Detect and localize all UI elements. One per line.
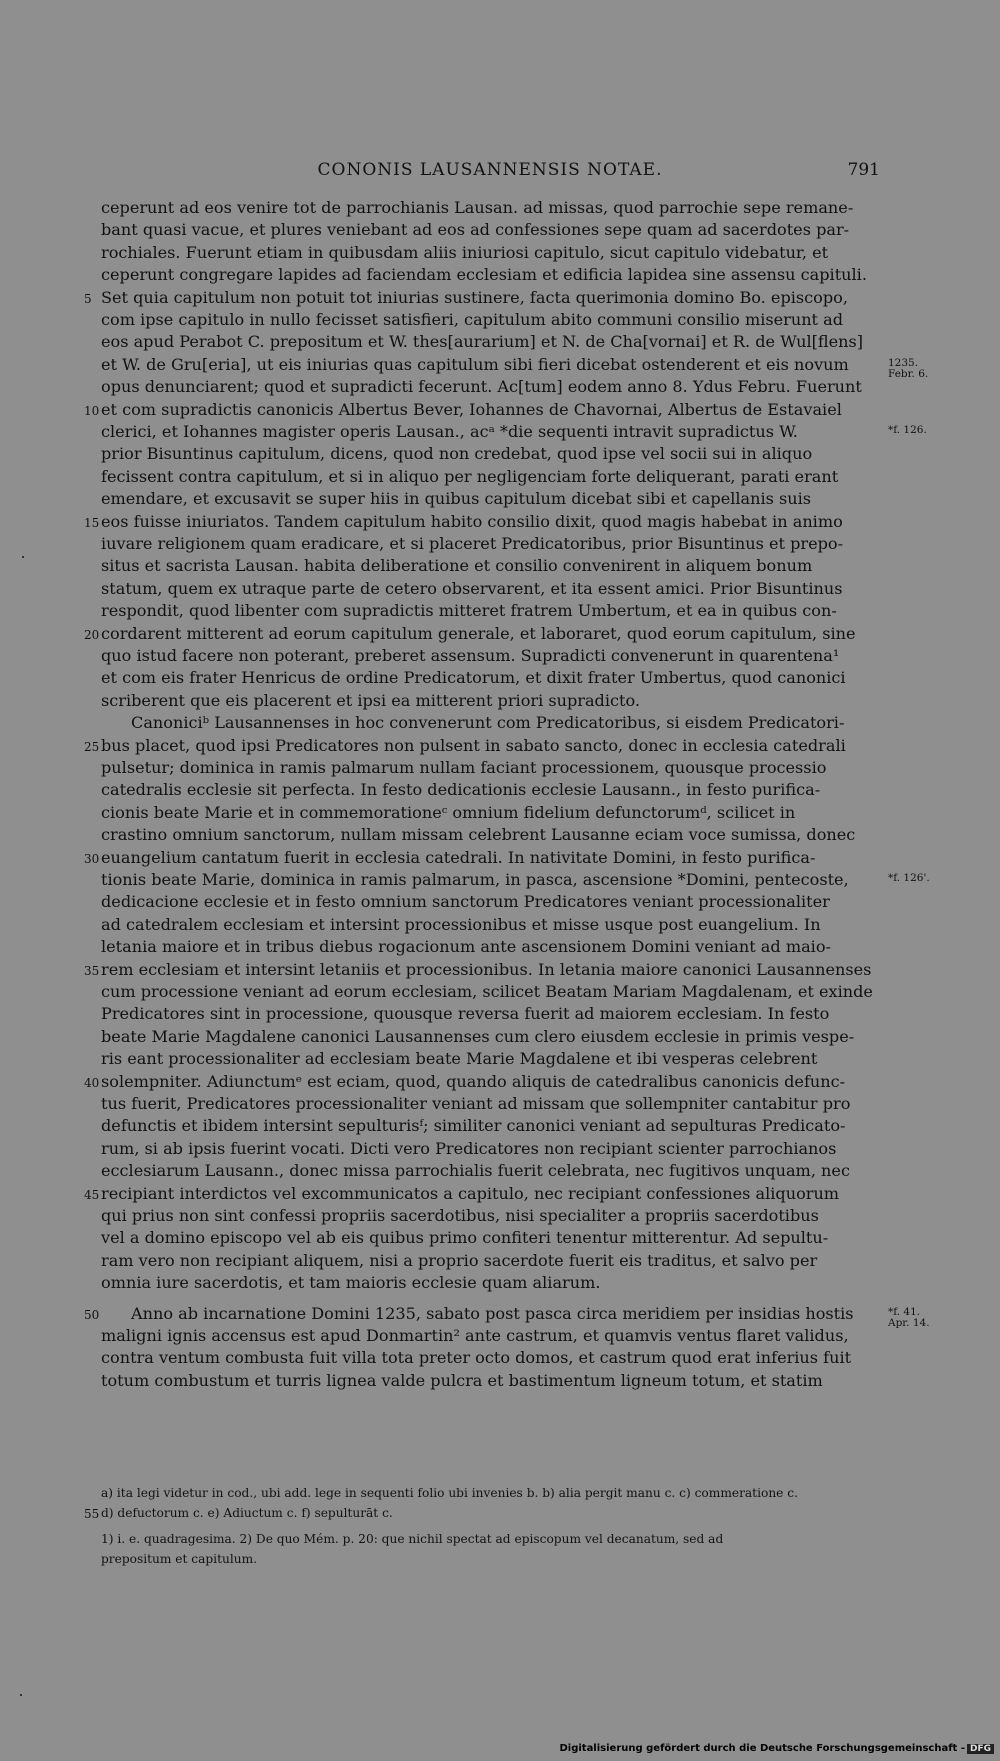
text-line: prior Bisuntinus capitulum, dicens, quod non credebat, quod ipse vel socii sui in aliquo: [101, 444, 813, 464]
text-line: ris eant processionaliter ad ecclesiam beate Marie Magdalene et ibi vesperas celebrent: [101, 1049, 818, 1069]
line-number: 40: [84, 1075, 100, 1090]
text-line: tionis beate Marie, dominica in ramis palmarum, in pasca, ascensione *Domini, pentecoste,: [101, 870, 849, 889]
margin-note: Apr. 14.: [888, 1316, 930, 1329]
text-line: maligni ignis accensus est apud Donmartin² ante castrum, et quamvis ventus flaret validus,: [101, 1326, 849, 1345]
line-number: 5: [84, 291, 92, 306]
text-line: cordarent mitterent ad eorum capitulum generale, et laboraret, quod eorum capitulum, sine: [101, 623, 856, 643]
text-line: respondit, quod libenter com supradictis mitteret fratrem Umbertum, et ea in quibus con-: [101, 601, 837, 621]
text-line: ceperunt ad eos venire tot de parrochianis Lausan. ad missas, quod parrochie sepe remane-: [101, 198, 854, 217]
text-line: catedralis ecclesie sit perfecta. In festo dedicationis ecclesie Lausann., in festo purifica-: [101, 780, 821, 800]
text-line: qui prius non sint confessi propriis sacerdotibus, nisi specialiter a propriis sacerdotibus: [101, 1206, 819, 1225]
margin-note: *f. 126.: [888, 424, 927, 436]
footnote-line-b: d) defuctorum c. e) Adiuctum c. f) sepulturāt c.: [101, 1506, 393, 1520]
text-line: ad catedralem ecclesiam et intersint processionibus et misse usque post euangelium. In: [101, 914, 821, 934]
margin-note: Febr. 6.: [888, 367, 929, 380]
text-line: et com eis frater Henricus de ordine Predicatorum, et dixit frater Umbertus, quod canonici: [101, 668, 846, 688]
text-line: Predicatores sint in processione, quousque reversa fuerit ad maiorem ecclesiam. In festo: [101, 1004, 830, 1024]
text-line: bant quasi vacue, et plures veniebant ad eos ad confessiones sepe quam ad sacerdotes par-: [101, 220, 850, 240]
text-line: omnia iure sacerdotis, et tam maioris ecclesie quam aliarum.: [101, 1273, 601, 1293]
text-line: rem ecclesiam et intersint letaniis et processionibus. In letania maiore canonici Lausannenses: [101, 959, 872, 979]
text-line: beate Marie Magdalene canonici Lausannenses cum clero eiusdem ecclesie in primis vespe-: [101, 1026, 855, 1046]
text-line: crastino omnium sanctorum, nullam missam celebrent Lausanne eciam voce sumissa, donec: [101, 825, 856, 845]
footnote-line-a: a) ita legi videtur in cod., ubi add. lege in sequenti folio ubi invenies b. b) alia pergit manu c. c) commeratione c.: [101, 1486, 798, 1500]
text-line: dedicacione ecclesie et in festo omnium sanctorum Predicatores veniant processionaliter: [101, 892, 830, 912]
text-line: vel a domino episcopo vel ab eis quibus primo confiteri tenentur mitterentur. Ad sepultu-: [101, 1228, 829, 1248]
margin-note: *f. 126'.: [888, 872, 930, 884]
footer-text: Digitalisierung gefördert durch die Deutsche Forschungsgemeinschaft -: [559, 1743, 965, 1754]
line-number: 45: [84, 1187, 100, 1202]
text-line: contra ventum combusta fuit villa tota preter octo domos, et castrum quod erat inferius fuit: [101, 1348, 852, 1368]
line-number: 50: [84, 1307, 100, 1322]
text-line: eos apud Perabot C. prepositum et W. thes[aurarium] et N. de Cha[vornai] et R. de Wul[flens]: [101, 332, 864, 352]
text-line: letania maiore et in tribus diebus rogacionum ante ascensionem Domini veniant ad maio-: [101, 937, 831, 957]
text-line: com ipse capitulo in nullo fecisset satisfieri, capitulum abito communi consilio miserunt ad: [101, 310, 844, 329]
scan-speck: [22, 556, 24, 558]
text-line: ram vero non recipiant aliquem, nisi a proprio sacerdote fuerit eis traditus, et salvo per: [101, 1250, 818, 1270]
text-line: emendare, et excusavit se super hiis in quibus capitulum dicebat sibi et capellanis suis: [101, 489, 812, 509]
text-line: totum combustum et turris lignea valde pulcra et bastimentum ligneum totum, et statim: [101, 1370, 823, 1390]
line-number: 35: [84, 963, 100, 978]
text-line: bus placet, quod ipsi Predicatores non pulsent in sabato sancto, donec in ecclesia catedrali: [101, 735, 846, 755]
page-number: 791: [847, 160, 880, 180]
running-header: [100, 160, 880, 186]
margin-note: *f. 41.: [888, 1305, 921, 1318]
scan-speck: [20, 1694, 22, 1696]
dfg-logo: DFG: [967, 1744, 994, 1754]
line-number: 30: [84, 851, 100, 866]
text-line: cum processione veniant ad eorum ecclesiam, scilicet Beatam Mariam Magdalenam, et exinde: [101, 982, 873, 1001]
text-line: Set quia capitulum non potuit tot iniurias sustinere, facta querimonia domino Bo. episcopo,: [101, 287, 848, 307]
text-line: Anno ab incarnatione Domini 1235, sabato post pasca circa meridiem per insidias hostis: [131, 1303, 854, 1323]
text-line: cionis beate Marie et in commemorationeᶜ omnium fidelium defunctorumᵈ, scilicet in: [101, 802, 796, 822]
page-title: CONONIS LAUSANNENSIS NOTAE.: [317, 160, 663, 180]
text-line: defunctis et ibidem intersint sepulturisᶠ; similiter canonici veniant ad sepulturas Predicato-: [101, 1116, 846, 1136]
margin-note: 1235.: [888, 356, 919, 369]
line-number: 20: [84, 627, 100, 642]
text-line: fecissent contra capitulum, et si in aliquo per negligenciam forte deliquerant, parati erant: [101, 466, 839, 486]
line-number: 25: [84, 739, 100, 754]
text-line: rochiales. Fuerunt etiam in quibusdam aliis iniuriosi capitulo, sicut capitulo videbatur, et: [101, 242, 829, 262]
text-line: euangelium cantatum fuerit in ecclesia catedrali. In nativitate Domini, in festo purifica-: [101, 847, 816, 867]
text-line: opus denunciarent; quod et supradicti fecerunt. Ac[tum] eodem anno 8. Ydus Febru. Fuerunt: [101, 377, 862, 397]
text-line: pulsetur; dominica in ramis palmarum nullam faciant processionem, quousque processio: [101, 758, 827, 777]
text-line: rum, si ab ipsis fuerint vocati. Dicti vero Predicatores non recipiant scienter parrochianos: [101, 1138, 837, 1158]
text-line: eos fuisse iniuriatos. Tandem capitulum habito consilio dixit, quod magis habebat in animo: [101, 511, 843, 531]
text-line: tus fuerit, Predicatores processionaliter veniant ad missam que sollempniter cantabitur pro: [101, 1094, 851, 1113]
text-line: et com supradictis canonicis Albertus Bever, Iohannes de Chavornai, Albertus de Estavaiel: [101, 399, 842, 419]
digitization-footer: [559, 1743, 994, 1754]
text-line: ecclesiarum Lausann., donec missa parrochialis fuerit celebrata, nec fugitivos unquam, nec: [101, 1161, 850, 1181]
line-number-55: 55: [84, 1507, 100, 1521]
text-line: Canoniciᵇ Lausannenses in hoc convenerunt com Predicatoribus, si eisdem Predicatori-: [131, 713, 845, 733]
text-line: solempniter. Adiunctumᵉ est eciam, quod, quando aliquis de catedralibus canonicis defunc-: [101, 1071, 846, 1091]
line-number: 15: [84, 515, 100, 530]
text-line: et W. de Gru[eria], ut eis iniurias quas capitulum sibi fieri dicebat ostenderent et eis novum: [101, 354, 849, 374]
footnote-line-1: 1) i. e. quadragesima. 2) De quo Mém. p. 20: que nichil spectat ad episcopum vel decanatum, sed ad: [101, 1532, 724, 1546]
line-number: 10: [84, 403, 100, 418]
text-line: iuvare religionem quam eradicare, et si placeret Predicatoribus, prior Bisuntinus et prepo-: [101, 534, 844, 553]
footnote-line-2: prepositum et capitulum.: [101, 1552, 258, 1566]
text-line: quo istud facere non poterant, preberet assensum. Supradicti convenerunt in quarentena¹: [101, 646, 840, 665]
text-line: clerici, et Iohannes magister operis Lausan., acᵃ *die sequenti intravit supradictus W.: [101, 422, 798, 441]
text-line: recipiant interdictos vel excommunicatos a capitulo, nec recipiant confessiones aliquorum: [101, 1183, 840, 1203]
text-line: scriberent que eis placerent et ipsi ea mitterent priori supradicto.: [101, 690, 641, 710]
text-line: ceperunt congregare lapides ad faciendam ecclesiam et edificia lapidea sine assensu capituli.: [101, 265, 867, 285]
text-line: statum, quem ex utraque parte de cetero observarent, et ita essent amici. Prior Bisuntinus: [101, 578, 843, 598]
text-line: situs et sacrista Lausan. habita deliberatione et consilio convenirent in aliquem bonum: [101, 556, 813, 576]
